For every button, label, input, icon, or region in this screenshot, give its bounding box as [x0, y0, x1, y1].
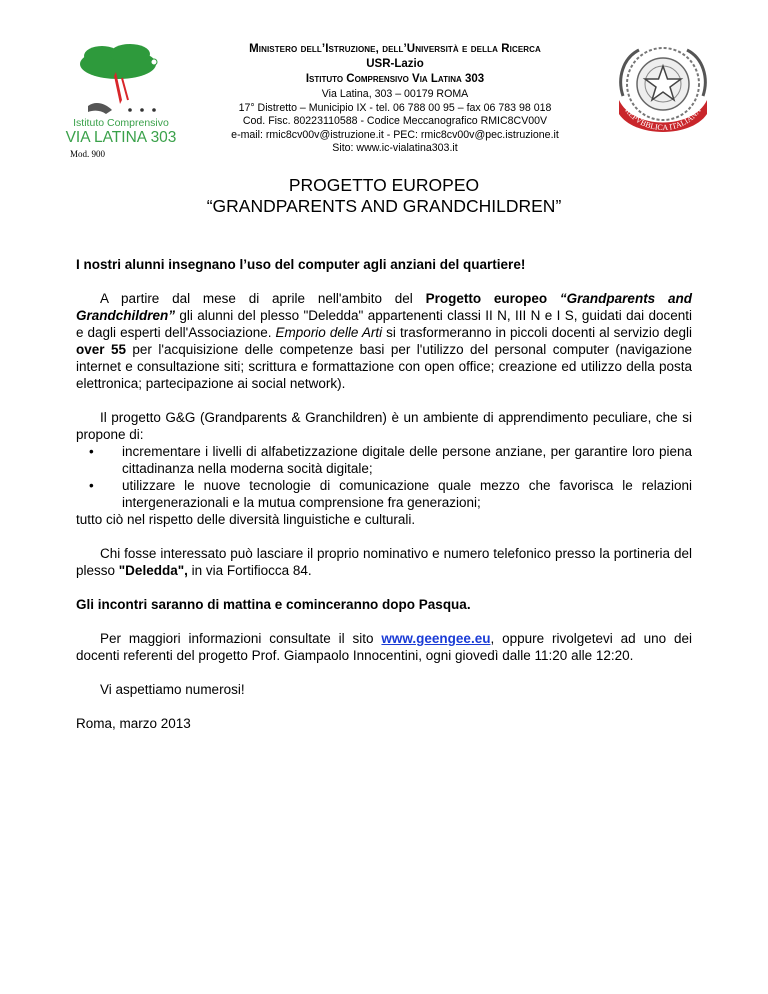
emblem-ribbon-text: REPVBBLICA ITALIANA — [623, 106, 703, 133]
bullet-item — [76, 477, 692, 511]
school-email: e-mail: rmic8cv00v@istruzione.it - PEC: rmic8cv00v@pec.istruzione.it — [231, 128, 559, 141]
p3-text-a: Chi fosse interessato può lasciare il proprio nominativo e numero telefonico presso la portineria del plesso — [76, 546, 692, 578]
paragraph-1 — [76, 290, 692, 392]
paragraph-2-end: tutto ciò nel rispetto delle diversità linguistiche e culturali. — [76, 512, 416, 527]
paragraph-6: Vi aspettiamo numerosi! — [100, 682, 245, 697]
school-district: 17° Distretto – Municipio IX - tel. 06 788 00 95 – fax 06 783 98 018 — [238, 101, 552, 114]
paragraph-2: Il progetto G&G (Grandparents & Granchildren) è un ambiente di apprendimento peculiare, che si propone di: — [76, 410, 692, 442]
mod-number: Mod. 900 — [70, 149, 106, 159]
logo-line1: Istituto Comprensivo — [73, 117, 169, 129]
paragraph-3 — [76, 545, 692, 579]
paragraph-4: Gli incontri saranno di mattina e cominceranno dopo Pasqua. — [76, 597, 471, 612]
p1-over55: over 55 — [76, 342, 126, 357]
p1-text-a: A partire dal mese di aprile nell'ambito del — [100, 291, 426, 306]
bullet-item — [76, 443, 692, 477]
p1-project-name: “Grandparents and Grandchildren” — [76, 291, 692, 323]
school-address: Via Latina, 303 – 00179 ROMA — [321, 88, 469, 100]
p3-plesso-name: "Deledda", — [118, 563, 188, 578]
ministry-name: Ministero dell’Istruzione, dell’Università e della Ricerca — [249, 43, 541, 55]
document-body — [76, 256, 692, 732]
school-logo — [60, 40, 182, 150]
signature-date: Roma, marzo 2013 — [76, 716, 191, 731]
p1-text-f: si trasformeranno in piccoli docenti al servizio degli — [382, 325, 692, 340]
letterhead — [190, 42, 600, 156]
p1-association: Emporio delle Arti — [275, 325, 383, 340]
p1-text-h: per l'acquisizione delle competenze basi per l'utilizzo del personal computer (navigazione internet e consultazione siti; scrittura e formattazione con open office; creazione ed utilizzo della posta elettronica; partecipazione ai social network). — [76, 342, 692, 391]
italian-republic-emblem — [603, 36, 723, 148]
p3-text-c: in via Fortifiocca 84. — [187, 563, 312, 578]
school-site: Sito: www.ic-vialatina303.it — [332, 142, 458, 155]
intro-heading: I nostri alunni insegnano l’uso del computer agli anziani del quartiere! — [76, 257, 526, 272]
region-name: USR-Lazio — [366, 58, 424, 70]
title-line2: “GRANDPARENTS AND GRANDCHILDREN” — [206, 196, 562, 216]
p1-text-d: gli alunni del plesso "Deledda" appartenenti classi II N, III N e I S, guidati dai docenti e dagli esperti dell'Associazione. — [76, 308, 692, 340]
school-codes: Cod. Fisc. 80223110588 - Codice Meccanografico RMIC8CV00V — [242, 115, 548, 128]
p5-text-b: , oppure rivolgetevi ad uno dei docenti referenti del progetto Prof. Giampaolo Innocentini, ogni giovedì dalle 11:20 alle 12:20. — [76, 631, 692, 663]
bullet-dot: • — [89, 444, 94, 459]
bullet-dot: • — [89, 478, 94, 493]
document-title — [100, 175, 668, 217]
logo-line2: VIA LATINA 303 — [65, 129, 177, 146]
bullet-text: incrementare i livelli di alfabetizzazione digitale delle persone anziane, per garantire loro piena cittadinanza nella moderna socità digitale; — [122, 444, 692, 476]
p5-text-a: Per maggiori informazioni consultate il sito — [100, 631, 382, 646]
p1-project-label: Progetto europeo — [425, 291, 560, 306]
bullet-text: utilizzare le nuove tecnologie di comunicazione quale mezzo che favorisca le relazioni intergenerazionali e la mutua comprensione fra generazioni; — [122, 478, 692, 510]
school-name: Istituto Comprensivo Via Latina 303 — [305, 73, 485, 85]
title-line1: PROGETTO EUROPEO — [288, 175, 480, 195]
paragraph-5 — [76, 630, 692, 664]
website-link[interactable]: www.geengee.eu — [381, 631, 491, 646]
